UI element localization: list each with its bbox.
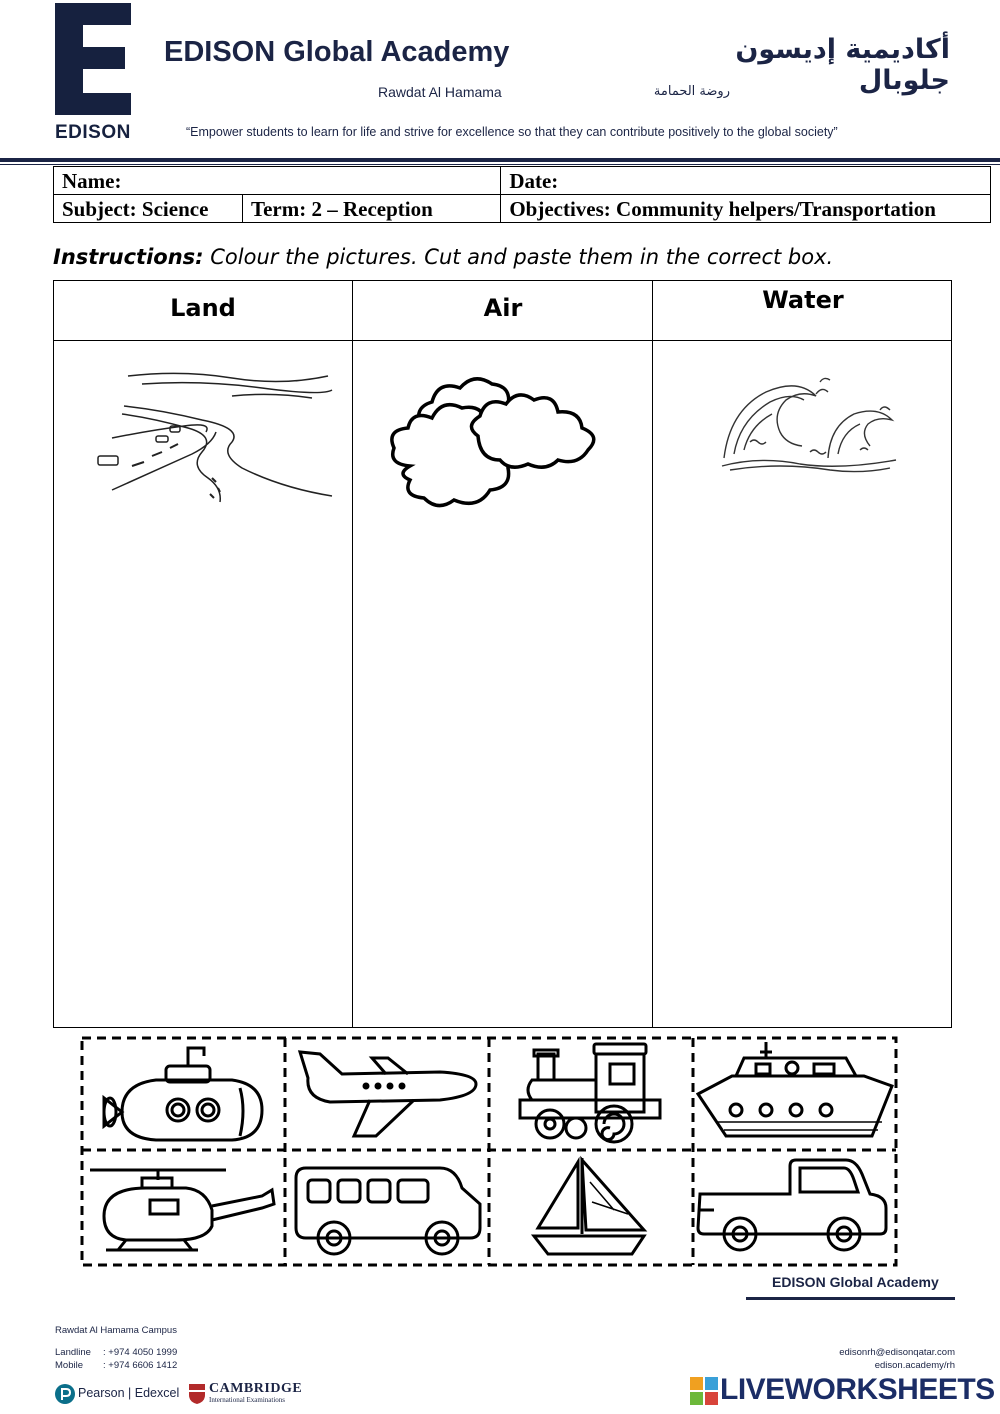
cambridge-wordmark: CAMBRIDGE (209, 1381, 303, 1396)
instructions (53, 245, 833, 269)
footer-website[interactable]: edison.academy/rh (874, 1360, 955, 1371)
objectives-cell: Objectives: Community helpers/Transportation (501, 195, 991, 223)
road-icon (92, 368, 336, 506)
wave-icon (720, 370, 900, 476)
school-name-ar: أكاديمية إديسون جلوبال (735, 34, 950, 96)
cambridge-subtitle: International Examinations (209, 1396, 286, 1404)
instructions-label: Instructions: (53, 245, 204, 269)
column-heading-land: Land (170, 294, 236, 322)
clouds-icon (382, 370, 606, 514)
footer-email[interactable]: edisonrh@edisonqatar.com (839, 1347, 955, 1358)
logo-wordmark: EDISON (55, 122, 131, 143)
subject-cell: Subject: Science (54, 195, 243, 223)
header-divider-thin (0, 164, 1000, 165)
bus-card[interactable] (290, 1164, 486, 1256)
pearson-edexcel: Pearson | Edexcel (78, 1386, 180, 1400)
school-name-en: EDISON Global Academy (164, 36, 510, 68)
campus-name-en: Rawdat Al Hamama (378, 84, 502, 100)
truck-card[interactable] (694, 1158, 890, 1252)
landline-number: : +974 4050 1999 (103, 1347, 178, 1358)
header-divider (0, 158, 1000, 162)
pearson-logo-icon (55, 1383, 75, 1405)
school-motto: “Empower students to learn for life and strive for excellence so that they can contribute positively to the global society” (186, 125, 838, 139)
instructions-text: Colour the pictures. Cut and paste them in the correct box. (203, 245, 834, 269)
footer-campus: Rawdat Al Hamama Campus (55, 1325, 177, 1336)
column-heading-air: Air (483, 294, 523, 322)
campus-name-ar: روضة الحمامة (653, 84, 730, 99)
edison-logo-icon (55, 3, 131, 115)
liveworksheets-logo-icon (690, 1377, 718, 1405)
column-heading-water: Water (762, 286, 844, 314)
landline-label: Landline (55, 1347, 91, 1358)
liveworksheets-watermark: LIVEWORKSHEETS (720, 1373, 995, 1406)
footer-rule (746, 1297, 955, 1300)
date-field[interactable]: Date: (501, 167, 991, 195)
mobile-number: : +974 6606 1412 (103, 1360, 178, 1371)
name-field[interactable]: Name: (54, 167, 501, 195)
sailboat-card[interactable] (530, 1152, 648, 1256)
train-card[interactable] (514, 1040, 664, 1146)
airplane-card[interactable] (290, 1044, 486, 1144)
mobile-label: Mobile (55, 1360, 83, 1371)
cambridge-crest-icon (188, 1383, 206, 1405)
term-cell: Term: 2 – Reception (243, 195, 501, 223)
footer-school-name: EDISON Global Academy (772, 1274, 939, 1290)
student-info-table (53, 166, 991, 223)
submarine-card[interactable] (96, 1040, 268, 1144)
helicopter-card[interactable] (86, 1160, 276, 1256)
boat-card[interactable] (696, 1040, 896, 1142)
